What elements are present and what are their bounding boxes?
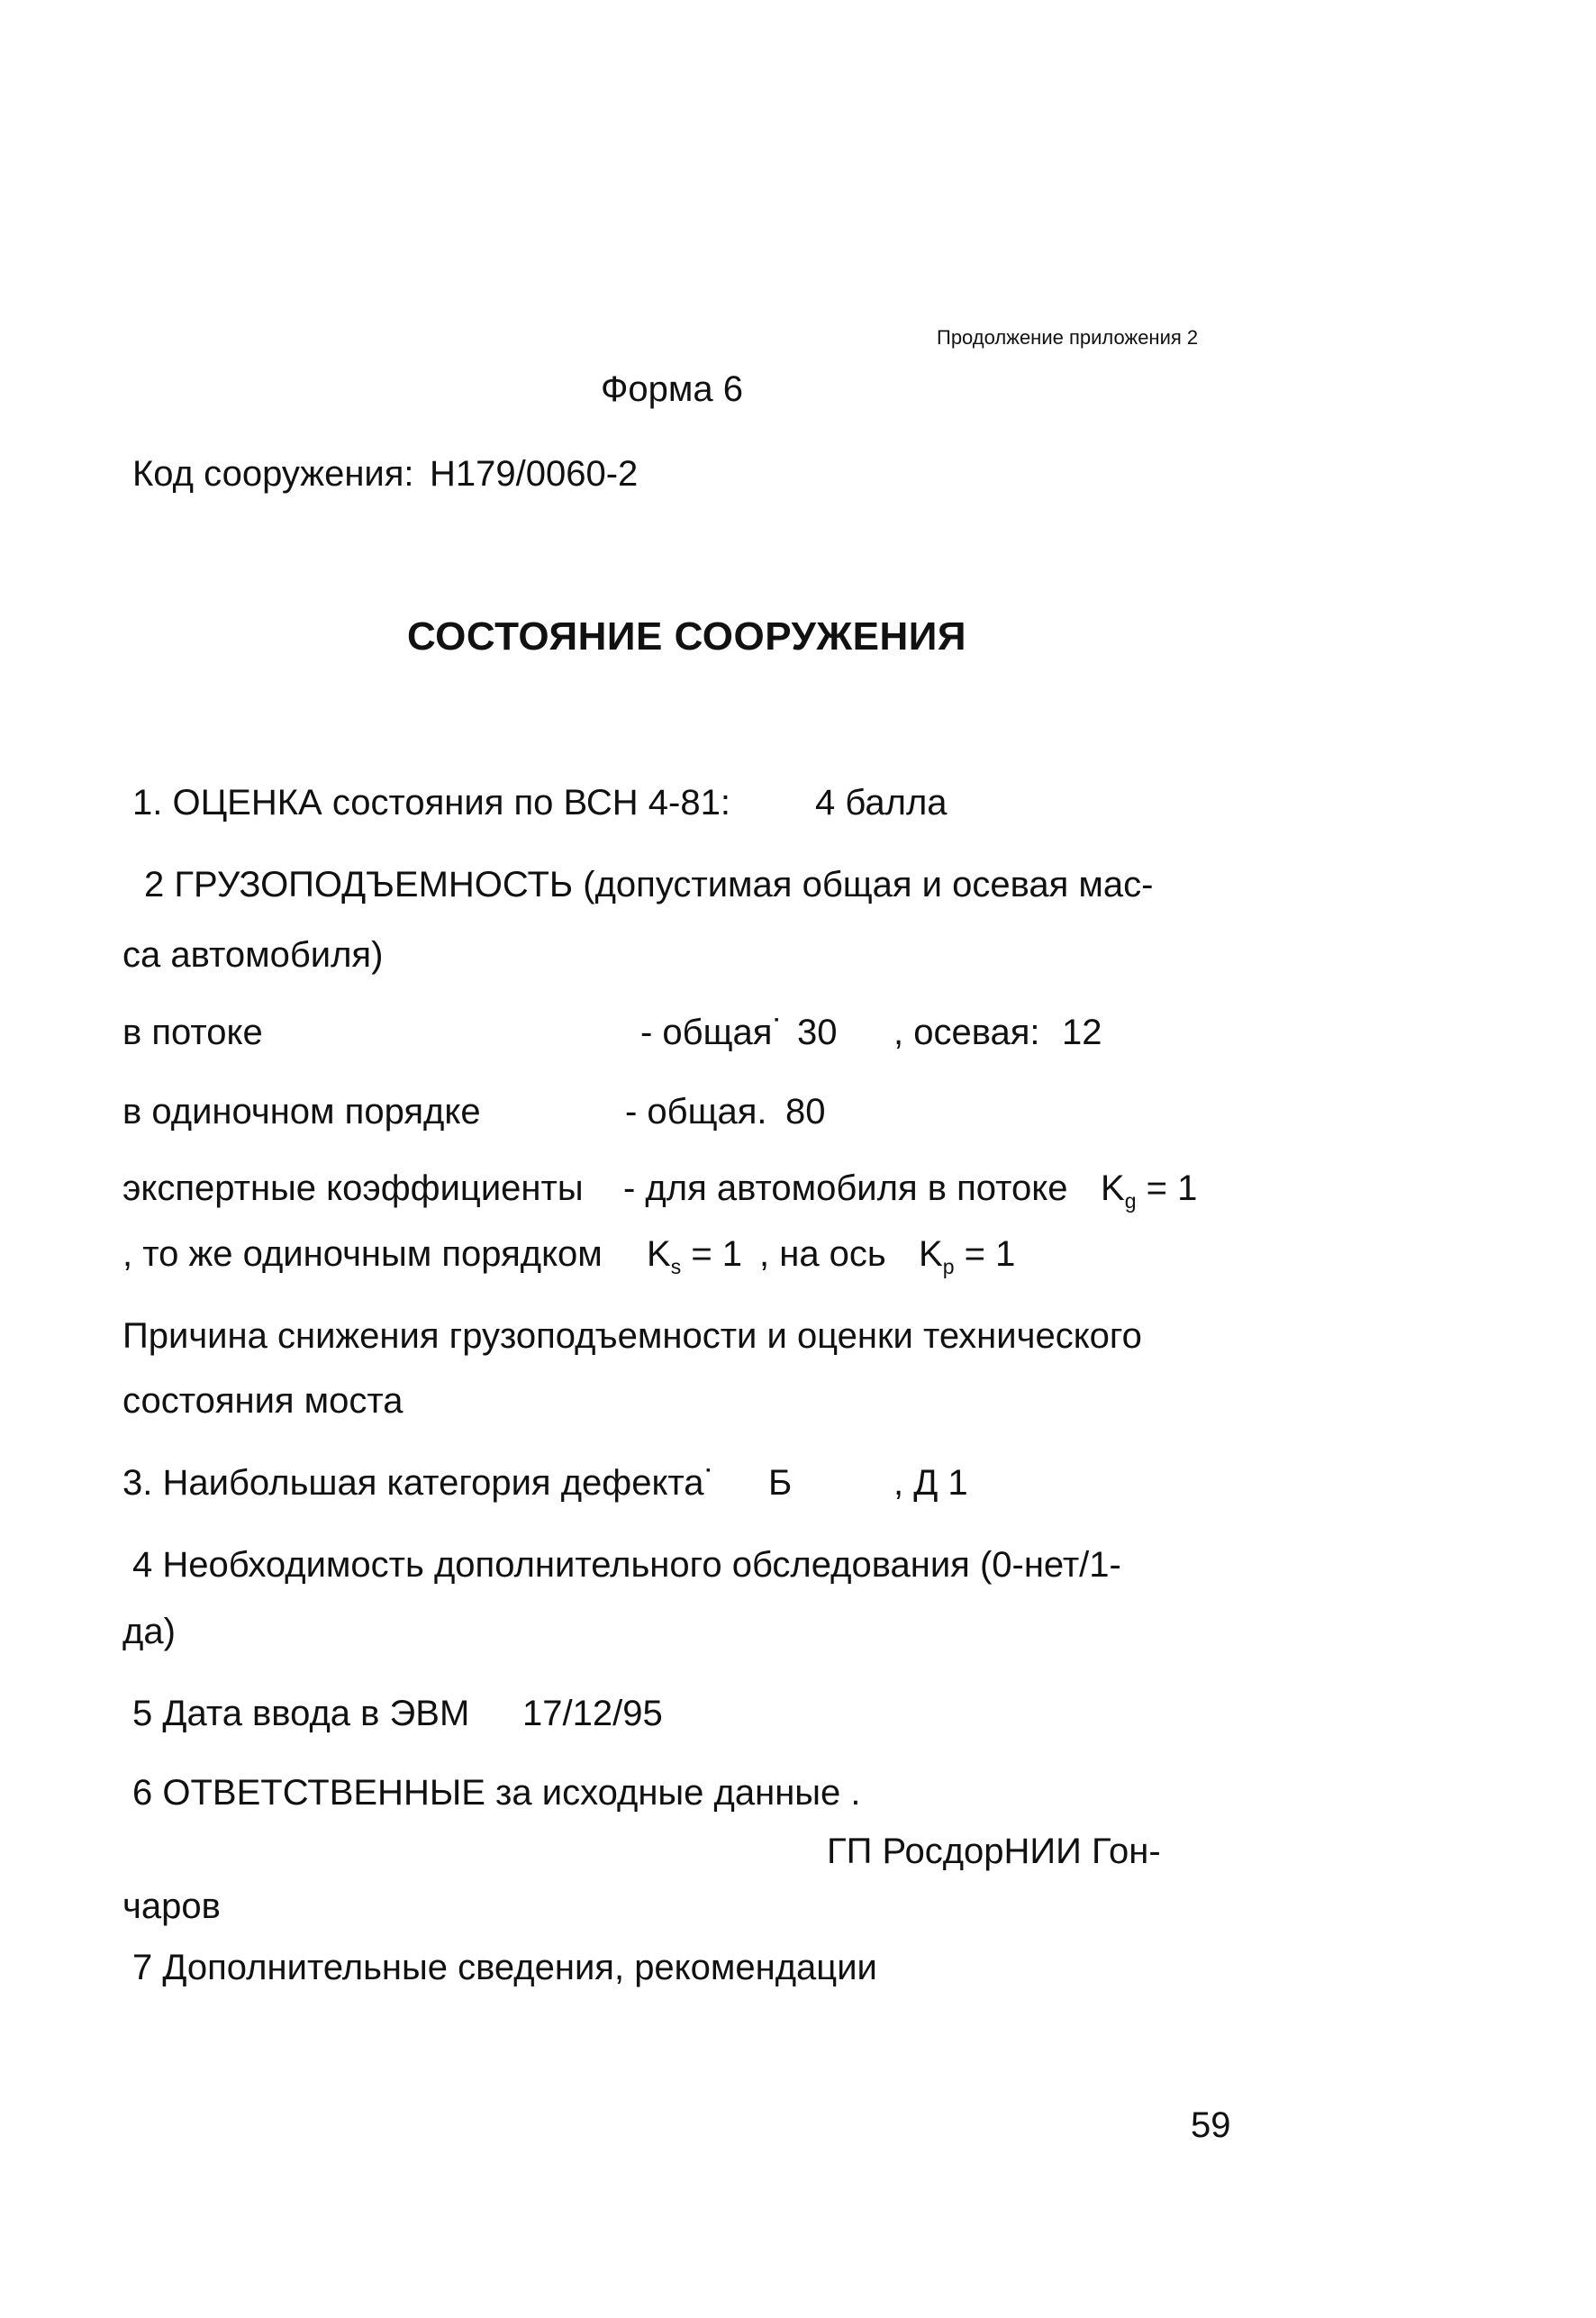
ks-value: = 1 xyxy=(691,1234,743,1274)
kp-coefficient xyxy=(919,1232,1015,1276)
capacity-heading-line1: 2 ГРУЗОПОДЪЕМНОСТЬ (допустимая общая и осевая мас- xyxy=(144,865,1154,904)
kp-symbol: K xyxy=(919,1234,943,1274)
single-order-label: в одиночном порядке xyxy=(122,1092,481,1132)
kp-value: = 1 xyxy=(964,1234,1016,1274)
entry-date-label: 5 Дата ввода в ЭВМ xyxy=(132,1694,470,1733)
assessment-value: 4 балла xyxy=(815,783,948,823)
ks-coefficient xyxy=(647,1232,742,1276)
responsible-name-cont: чаров xyxy=(122,1886,221,1926)
reason-line1: Причина снижения грузоподъемности и оценки технического xyxy=(122,1316,1142,1356)
expert-coefficients-label: экспертные коэффициенты xyxy=(122,1168,584,1208)
capacity-heading-line2: са автомобиля) xyxy=(122,935,384,975)
flow-axle-label: , осевая: xyxy=(893,1013,1040,1052)
kg-symbol: K xyxy=(1101,1168,1125,1208)
additional-survey-line1: 4 Необходимость дополнительного обследования (0-нет/1- xyxy=(132,1545,1121,1585)
continuation-note: Продолжение приложения 2 xyxy=(937,326,1199,349)
kg-subscript: g xyxy=(1124,1189,1137,1213)
single-total-value: 80 xyxy=(785,1092,826,1132)
defect-category-value2: , Д 1 xyxy=(893,1463,968,1503)
entry-date-value: 17/12/95 xyxy=(522,1694,663,1733)
single-total-label: - общая. xyxy=(625,1092,767,1132)
same-single-text: , то же одиночным порядком xyxy=(122,1234,603,1274)
structure-code-label: Код сооружения: xyxy=(132,454,414,494)
structure-code-value: Н179/0060-2 xyxy=(430,454,639,494)
responsible-org: ГП РосдорНИИ Гон- xyxy=(827,1832,1161,1871)
defect-category-label: 3. Наибольшая категория дефекта˙ xyxy=(122,1463,716,1503)
page-number: 59 xyxy=(1191,2105,1231,2145)
defect-category-value1: Б xyxy=(768,1463,793,1503)
assessment-label: 1. ОЦЕНКА состояния по ВСН 4-81: xyxy=(132,783,730,823)
ks-subscript: s xyxy=(670,1255,682,1278)
responsible-label: 6 ОТВЕТСТВЕННЫЕ за исходные данные . xyxy=(132,1773,861,1813)
axle-text: , на ось xyxy=(759,1234,886,1274)
form-number: Форма 6 xyxy=(601,369,744,409)
expert-flow-text: - для автомобиля в потоке xyxy=(623,1168,1068,1208)
flow-total-label: - общая˙ xyxy=(640,1013,784,1052)
reason-line2: состояния моста xyxy=(122,1381,404,1421)
flow-axle-value: 12 xyxy=(1062,1013,1102,1052)
page-title: СОСТОЯНИЕ СООРУЖЕНИЯ xyxy=(407,614,967,659)
kg-coefficient xyxy=(1101,1167,1198,1213)
flow-label: в потоке xyxy=(122,1013,263,1052)
additional-info-label: 7 Дополнительные сведения, рекомендации xyxy=(132,1948,877,1987)
kg-value: = 1 xyxy=(1146,1168,1198,1208)
flow-total-value: 30 xyxy=(797,1013,838,1052)
ks-symbol: K xyxy=(647,1234,671,1274)
additional-survey-line2: да) xyxy=(122,1612,176,1651)
kp-subscript: p xyxy=(942,1255,955,1278)
